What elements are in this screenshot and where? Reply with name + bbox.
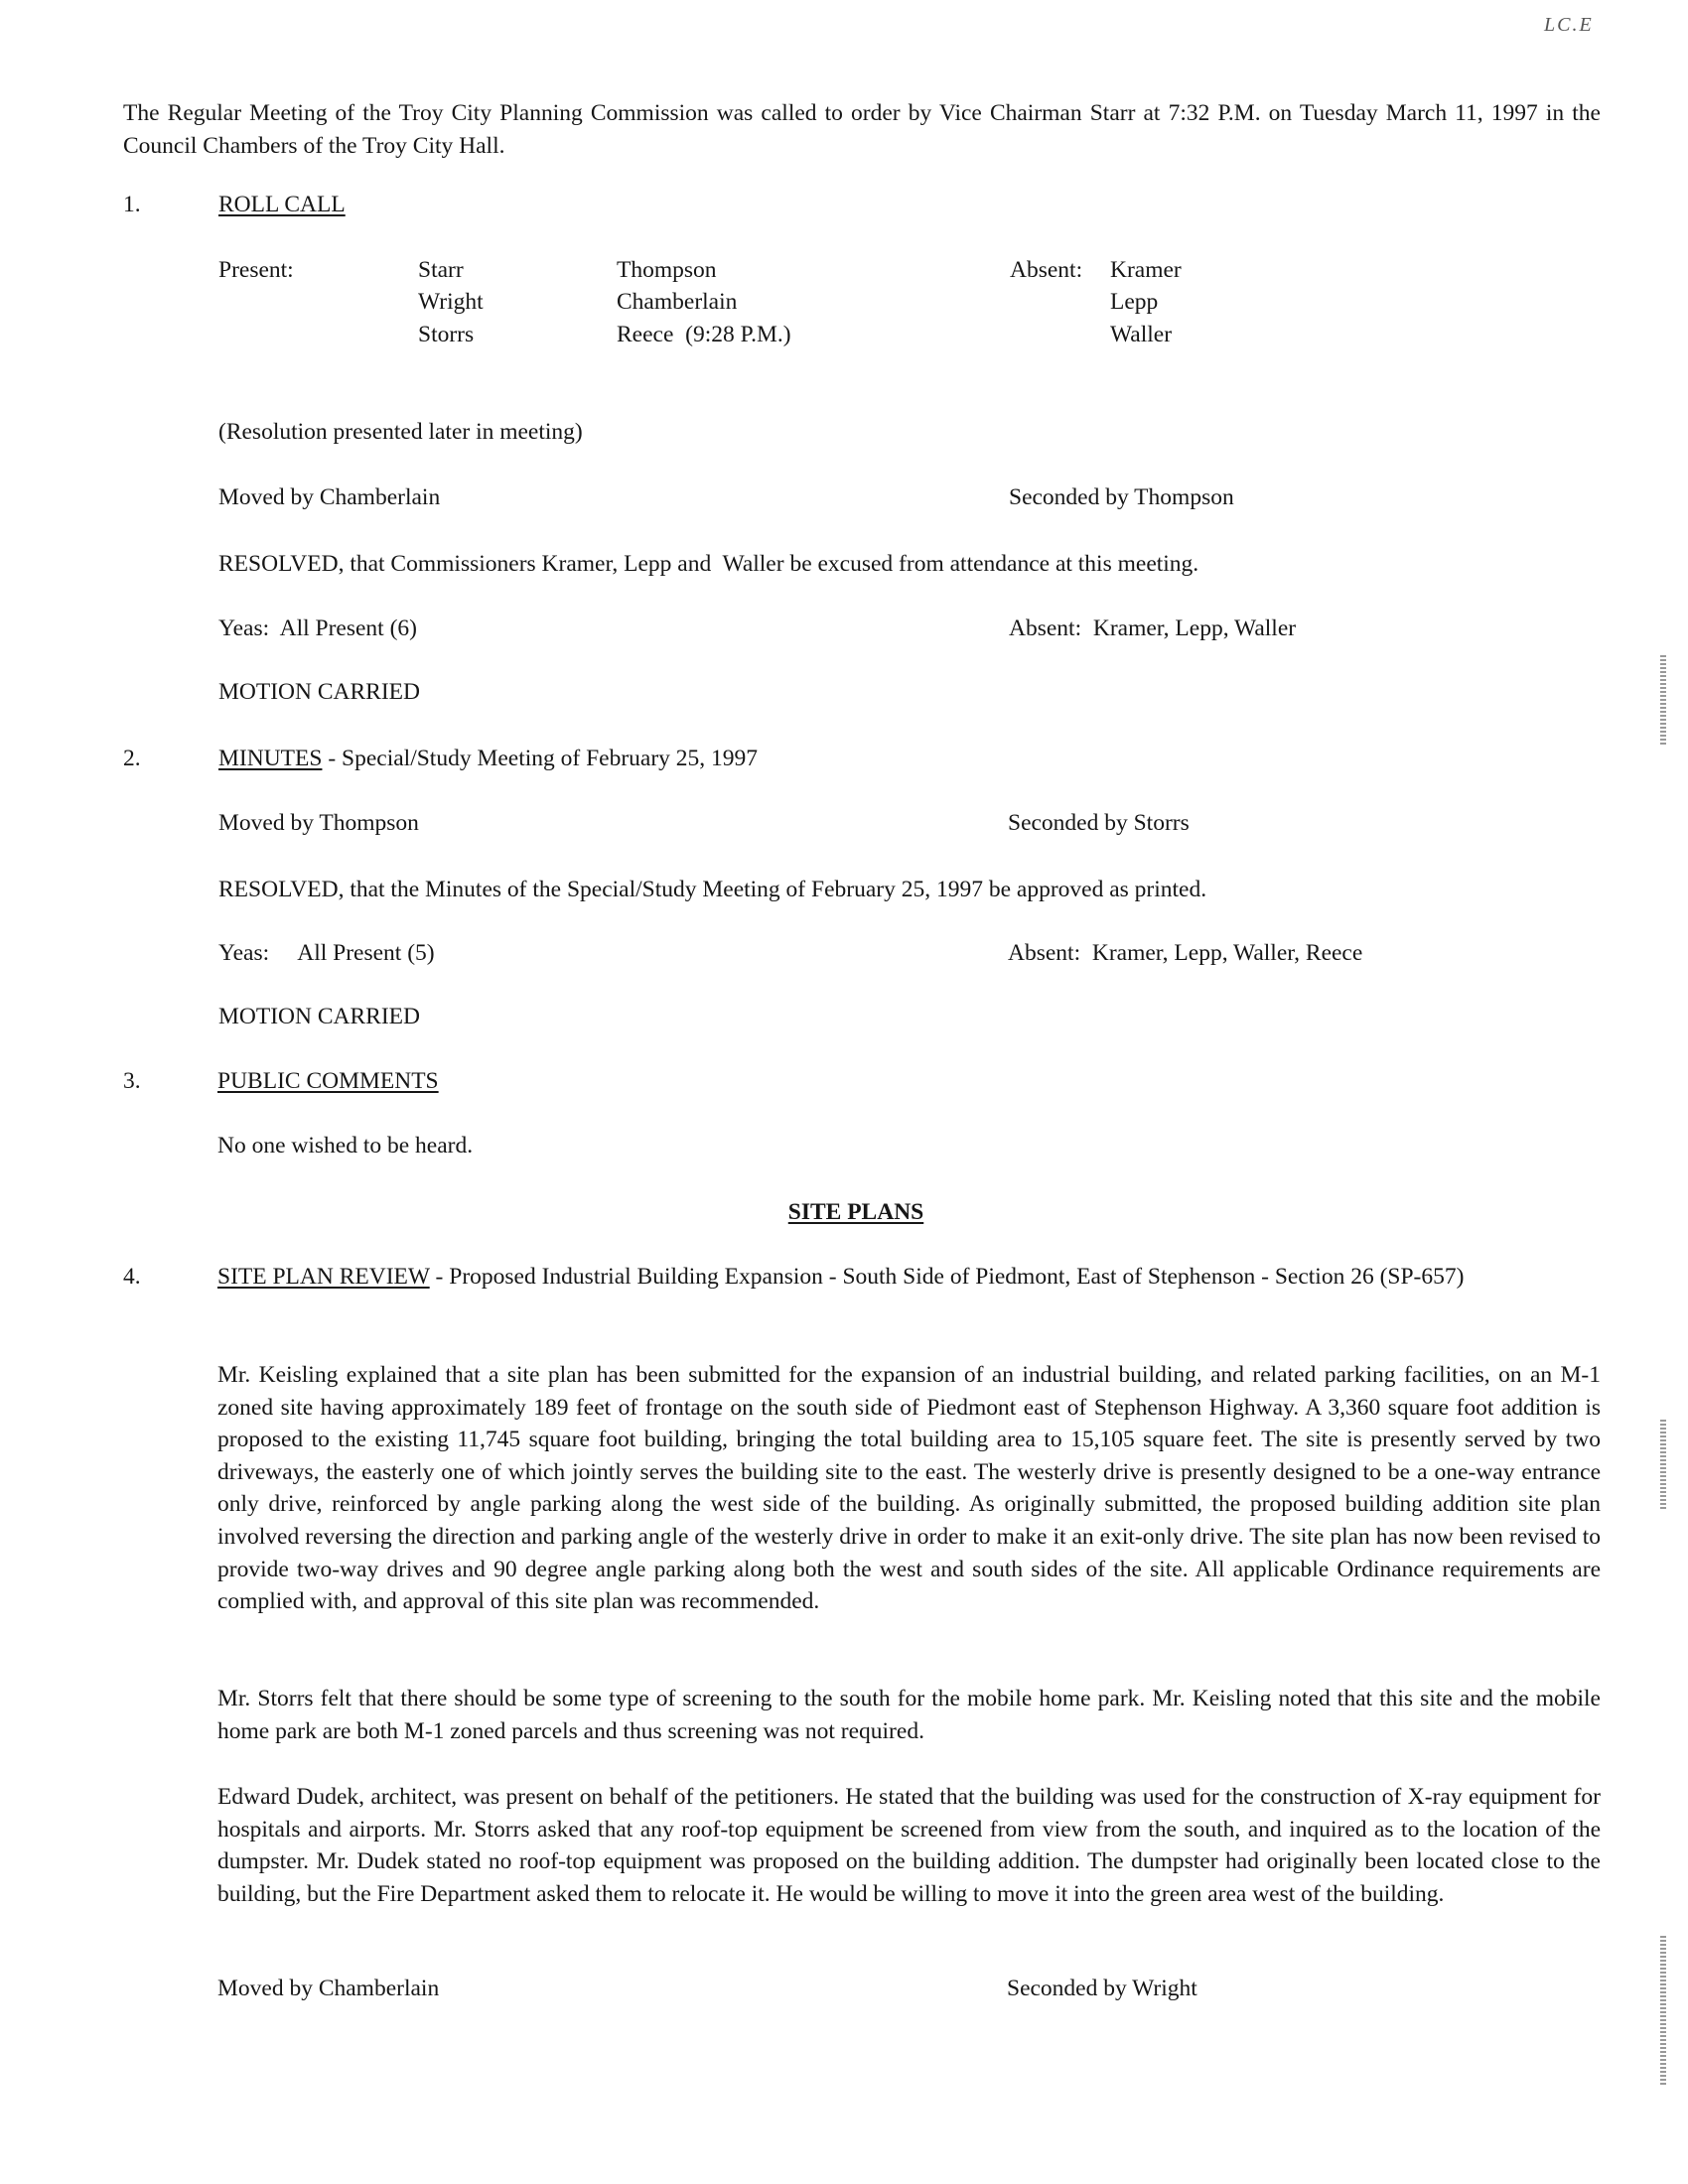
motion-result: MOTION CARRIED [218, 1004, 421, 1029]
site-plan-paragraph: Edward Dudek, architect, was present on behalf of the petitioners. He stated that the building was used for the construction of X-ray equipment for hospitals and airports. Mr. Storrs asked that any roof-top equipment be screened from view from the south, and inquired as to the location of the dumpster. Mr. Dudek stated no roof-top equipment was proposed on the building addition. The dumpster had originally been located close to the building, but the Fire Department asked them to relocate it. He would be willing to move it into the green area west of the building. [217, 1784, 1601, 1907]
item-number: 3. [123, 1068, 141, 1094]
site-plan-paragraph: Mr. Storrs felt that there should be some type of screening to the south for the mobile home park. Mr. Keisling noted that this site and the mobile home park are both M-1 zoned parcels and thus screening was not required. [217, 1686, 1601, 1744]
resolution-text: RESOLVED, that the Minutes of the Special/Study Meeting of February 25, 1997 be approved as printed. [218, 877, 1207, 902]
absent-vote: Absent: Kramer, Lepp, Waller [1009, 615, 1297, 641]
item-number: 2. [123, 746, 141, 771]
section-heading-site-plan-review: SITE PLAN REVIEW [217, 1264, 430, 1290]
moved-by: Moved by Chamberlain [217, 1976, 440, 2001]
intro-paragraph: The Regular Meeting of the Troy City Planning Commission was called to order by Vice Chairman Starr at 7:32 P.M. on Tuesday March 11, 1997 in the Council Chambers of the Troy City Hall. [123, 100, 1601, 159]
present-member: Starr [418, 257, 464, 283]
minutes-heading-detail: - Special/Study Meeting of February 25, 1997 [322, 746, 759, 771]
yeas-vote: Yeas: All Present (5) [218, 940, 435, 966]
present-member: Reece (9:28 P.M.) [617, 322, 791, 347]
motion-result: MOTION CARRIED [218, 679, 421, 705]
present-member: Chamberlain [617, 289, 738, 315]
section-heading-roll-call: ROLL CALL [218, 192, 346, 217]
site-plans-heading: SITE PLANS [787, 1199, 924, 1225]
scan-edge-artifact [1660, 1420, 1666, 1509]
resolution-text: RESOLVED, that Commissioners Kramer, Lepp and Waller be excused from attendance at this meeting. [218, 551, 1199, 577]
absent-member: Kramer [1110, 257, 1182, 283]
item-number: 1. [123, 192, 141, 217]
scan-edge-artifact [1660, 1936, 1666, 2085]
item-number: 4. [123, 1264, 141, 1290]
absent-label: Absent: [1010, 257, 1083, 283]
moved-by: Moved by Thompson [218, 810, 419, 836]
section-heading-minutes: MINUTES [218, 746, 323, 771]
handwritten-page-mark: LC.E [1544, 14, 1594, 36]
present-member: Thompson [617, 257, 717, 283]
section-heading-public-comments: PUBLIC COMMENTS [217, 1068, 439, 1094]
site-plan-heading-detail: - Proposed Industrial Building Expansion - South Side of Piedmont, East of Stephenson - Section 26 (SP-657) [429, 1264, 1465, 1290]
resolution-note: (Resolution presented later in meeting) [218, 419, 583, 445]
site-plan-paragraph: Mr. Keisling explained that a site plan has been submitted for the expansion of an industrial building, and related parking facilities, on an M-1 zoned site having approximately 189 feet of frontage on the south side of Piedmont east of Stephenson Highway. A 3,360 square foot addition is proposed to the existing 11,745 square foot building, bringing the total building area to 15,105 square feet. The site is presently served by two driveways, the easterly one of which jointly serves the building site to the east. The westerly drive is presently designed to be a one-way entrance only drive, reinforced by angle parking along the west side of the building. As originally submitted, the proposed building addition site plan involved reversing the direction and parking angle of the westerly drive in order to make it an exit-only drive. The site plan has now been revised to provide two-way drives and 90 degree angle parking along both the west and south sides of the site. All applicable Ordinance requirements are complied with, and approval of this site plan was recommended. [217, 1362, 1601, 1615]
seconded-by: Seconded by Wright [1007, 1976, 1197, 2001]
yeas-vote: Yeas: All Present (6) [218, 615, 417, 641]
absent-vote: Absent: Kramer, Lepp, Waller, Reece [1008, 940, 1363, 966]
scan-edge-artifact [1660, 655, 1666, 745]
present-label: Present: [218, 257, 294, 283]
seconded-by: Seconded by Thompson [1009, 484, 1234, 510]
absent-member: Lepp [1110, 289, 1159, 315]
present-member: Wright [418, 289, 484, 315]
present-member: Storrs [418, 322, 475, 347]
absent-member: Waller [1110, 322, 1173, 347]
seconded-by: Seconded by Storrs [1008, 810, 1190, 836]
moved-by: Moved by Chamberlain [218, 484, 441, 510]
public-comments-text: No one wished to be heard. [217, 1133, 474, 1159]
